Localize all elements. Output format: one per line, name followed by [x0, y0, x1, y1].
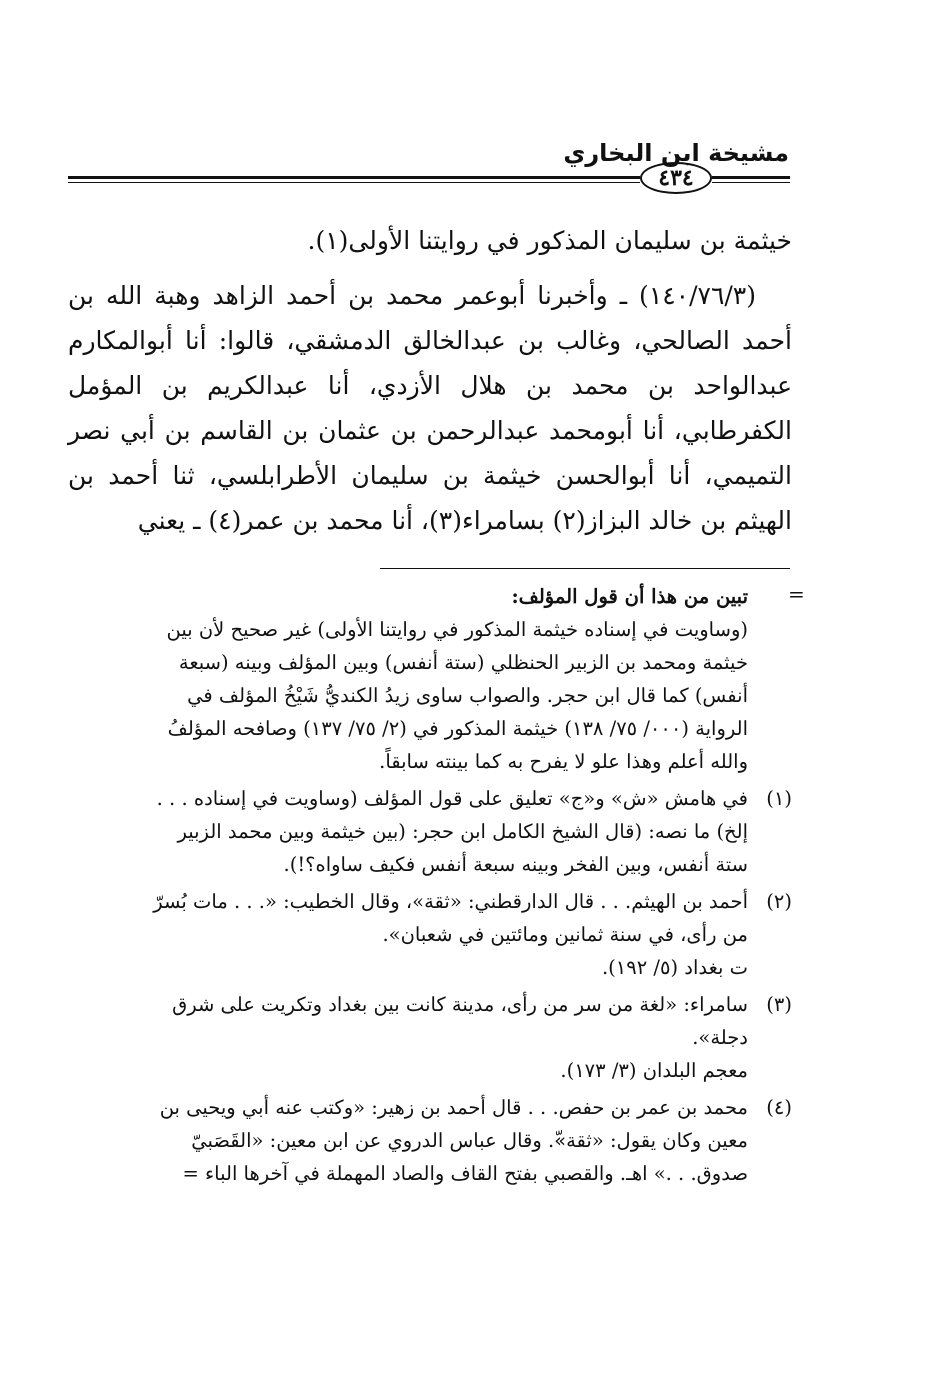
- footnote-line: والله أعلم وهذا علو لا يفرح به كما بينته سابقاً.: [379, 750, 748, 773]
- footnote-line: أنفس) كما قال ابن حجر. والصواب ساوى زيدُ الكنديُّ شَيْخُ المؤلف في: [187, 684, 748, 707]
- header-rule-right-thin: [712, 182, 790, 183]
- footnote-line: صدوق. . .» اهـ. والقصبي بفتح القاف والصاد المهملة في آخرها الباء =: [182, 1162, 748, 1185]
- footnote-line: من رأى، في سنة ثمانين ومائتين في شعبان».: [382, 923, 748, 946]
- footnote-line: (وساويت في إسناده خيثمة المذكور في روايتنا الأولى) غير صحيح لأن بين: [166, 618, 748, 641]
- footnote-body: [68, 885, 748, 984]
- footnote-line: سامراء: «لغة من سر من رأى، مدينة كانت بين بغداد وتكريت على شرق: [172, 993, 748, 1016]
- footnote-line: في هامش «ش» و«ج» تعليق على قول المؤلف (وساويت في إسناده . . .: [156, 787, 748, 810]
- page-number: ٤٣٤: [640, 162, 712, 194]
- footnote-2: [68, 885, 792, 984]
- footnote-1: [68, 782, 792, 881]
- footnote-line: محمد بن عمر بن حفص. . . قال أحمد بن زهير: «وكتب عنه أبي ويحيى بن: [159, 1096, 748, 1119]
- footnote-line: معين وكان يقول: «ثقة»ّ. وقال عباس الدروي عن ابن معين: «القَصَبيّ: [191, 1129, 748, 1152]
- footnote-line: الرواية (٠٠٠/ ٧٥/ ١٣٨) خيثمة المذكور في (٢/ ٧٥/ ١٣٧) وصافحه المؤلفُ: [167, 717, 748, 740]
- main-text: [68, 218, 792, 543]
- footnote-number: (٣): [766, 993, 792, 1016]
- footnote-line: ستة أنفس، وبين الفخر وبينه سبعة أنفس فكيف ساواه؟!).: [283, 853, 748, 876]
- continued-footnote: [68, 580, 792, 778]
- footnote-line: معجم البلدان (٣/ ١٧٣).: [560, 1059, 748, 1082]
- footnote-3: [68, 988, 792, 1087]
- main-paragraph-2: (١٤٠/٧٦/٣) ـ وأخبرنا أبوعمر محمد بن أحمد الزاهد وهبة الله بن أحمد الصالحي، وغالب بن عبدالخالق الدمشقي، قالوا: أنا أبوالمكارم عبدالواحد بن محمد بن هلال الأزدي، أنا عبدالكريم بن المؤمل الكفرطابي، أنا أبومحمد عبدالرحمن بن عثمان بن القاسم بن أبي نصر التميمي، أنا أبوالحسن خيثمة بن سليمان الأطرابلسي، ثنا أحمد بن الهيثم بن خالد البزاز(٢) بسامراء(٣)، أنا محمد بن عمر(٤) ـ يعني: [68, 281, 792, 535]
- footnote-divider: [380, 568, 790, 569]
- header-rule-left-thick: [68, 176, 640, 179]
- book-title: مشيخة ابن البخاري: [563, 139, 789, 167]
- footnote-line: ت بغداد (٥/ ١٩٢).: [601, 956, 748, 979]
- footnote-body: [68, 782, 748, 881]
- footnotes: [68, 580, 792, 1194]
- footnote-body: [68, 1091, 748, 1190]
- footnote-line: أحمد بن الهيثم. . . قال الدارقطني: «ثقة»، وقال الخطيب: «. . . مات بُسرّ: [153, 890, 748, 913]
- footnote-number: (٤): [766, 1096, 792, 1119]
- header-rule-left-thin: [68, 182, 640, 183]
- footnote-line: دجلة».: [692, 1026, 748, 1049]
- continued-footnote-marker: =: [788, 582, 805, 606]
- footnote-number: (١): [766, 787, 792, 810]
- footnote-number: (٢): [766, 890, 792, 913]
- footnote-line: إلخ) ما نصه: (قال الشيخ الكامل ابن حجر: (بين خيثمة وبين محمد الزبير: [177, 820, 748, 843]
- header-rule-right-thick: [712, 176, 790, 179]
- footnote-4: [68, 1091, 792, 1190]
- continued-footnote-title: تبين من هذا أن قول المؤلف:: [511, 585, 748, 608]
- footnote-line: خيثمة ومحمد بن الزبير الحنظلي (ستة أنفس) وبين المؤلف وبينه (سبعة: [178, 651, 748, 674]
- main-paragraph-1: خيثمة بن سليمان المذكور في روايتنا الأولى(١).: [307, 226, 792, 255]
- footnote-body: [68, 988, 748, 1087]
